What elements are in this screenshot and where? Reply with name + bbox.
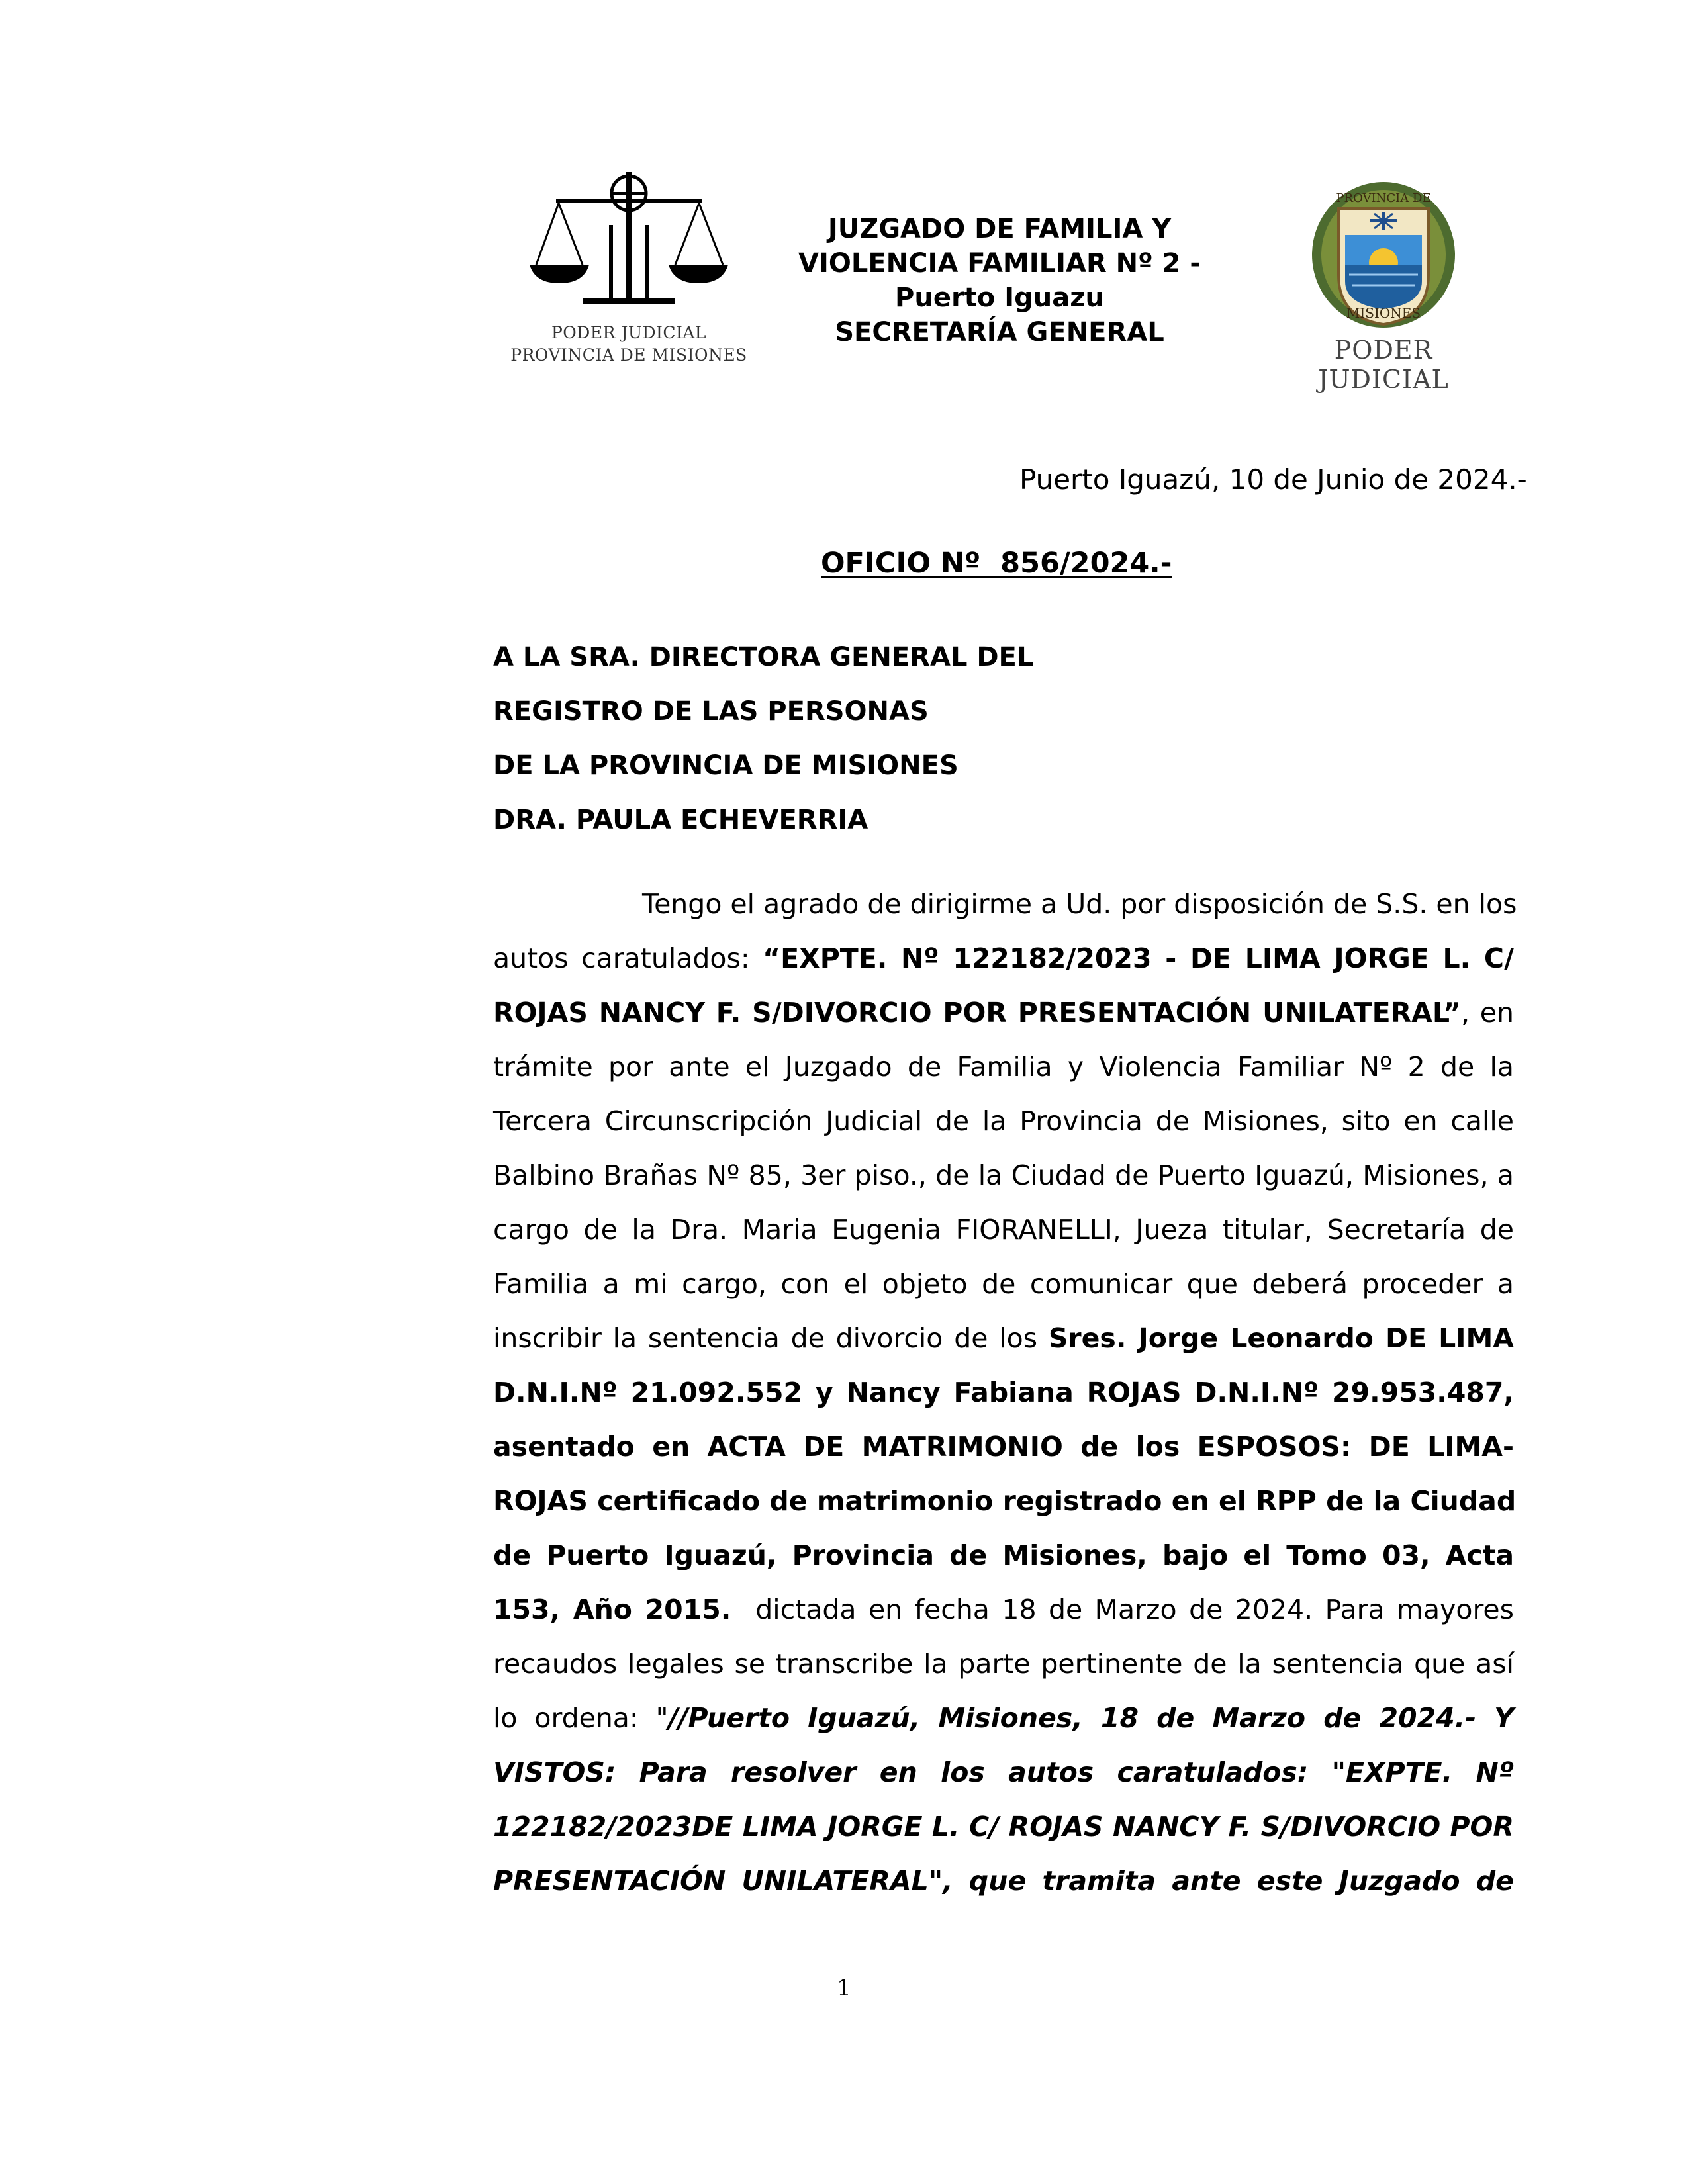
body-line-4: trámite por ante el Juzgado de Familia y Violencia Familiar Nº 2 de la <box>493 1051 1514 1083</box>
body-line-17: VISTOS: Para resolver en los autos caratulados: "EXPTE. Nº <box>493 1756 1514 1788</box>
body-line-6: Balbino Brañas Nº 85, 3er piso., de la Ciudad de Puerto Iguazú, Misiones, a <box>493 1160 1514 1191</box>
poder-judicial-logo <box>510 165 748 371</box>
body-line-19: PRESENTACIÓN UNILATERAL", que tramita ante este Juzgado de <box>493 1865 1514 1897</box>
case-title-part-2: ROJAS NANCY F. S/DIVORCIO POR PRESENTACIÓN UNILATERAL” <box>493 997 1462 1028</box>
body-line-14: 153, Año 2015. dictada en fecha 18 de Marzo de 2024. Para mayores <box>493 1594 1514 1625</box>
body-line-16: lo ordena: "//Puerto Iguazú, Misiones, 18 de Marzo de 2024.- Y <box>493 1702 1515 1734</box>
oficio-title: OFICIO Nº 856/2024.- <box>821 547 1172 580</box>
left-logo-caption-2: PROVINCIA DE MISIONES <box>510 345 747 365</box>
body-line-2: autos caratulados: “EXPTE. Nº 122182/2023 - DE LIMA JORGE L. C/ <box>493 942 1514 974</box>
body-line-5: Tercera Circunscripción Judicial de la Provincia de Misiones, sito en calle <box>493 1105 1514 1137</box>
left-logo-caption-1: PODER JUDICIAL <box>551 323 707 342</box>
body-line-11: asentado en ACTA DE MATRIMONIO de los ESPOSOS: DE LIMA- <box>493 1431 1514 1463</box>
provincia-misiones-logo <box>1271 182 1496 394</box>
body-line-9: inscribir la sentencia de divorcio de los Sres. Jorge Leonardo DE LIMA <box>493 1322 1514 1354</box>
body-line-10: D.N.I.Nº 21.092.552 y Nancy Fabiana ROJAS D.N.I.Nº 29.953.487, <box>493 1377 1514 1408</box>
court-heading-line-1: JUZGADO DE FAMILIA Y <box>827 214 1172 244</box>
provincia-de-misiones-seal-icon <box>1271 182 1496 334</box>
court-heading-line-2: VIOLENCIA FAMILIAR Nº 2 - <box>798 248 1201 279</box>
page-number: 1 <box>837 1975 851 2001</box>
addressee-line-2: REGISTRO DE LAS PERSONAS <box>493 696 929 727</box>
sentence-quote-start: //Puerto Iguazú, Misiones, 18 de Marzo de 2024.- Y <box>668 1702 1515 1734</box>
case-title-part-1: “EXPTE. Nº 122182/2023 - DE LIMA JORGE L. C/ <box>763 942 1514 974</box>
body-paragraph <box>493 877 1517 1908</box>
parties-names: Sres. Jorge Leonardo DE LIMA <box>1048 1322 1514 1354</box>
court-heading <box>768 212 1231 349</box>
seal-text-top: PROVINCIA DE <box>1336 191 1431 205</box>
addressee-line-3: DE LA PROVINCIA DE MISIONES <box>493 751 959 781</box>
addressee-line-1: A LA SRA. DIRECTORA GENERAL DEL <box>493 642 1034 672</box>
addressee-line-4: DRA. PAULA ECHEVERRIA <box>493 805 868 835</box>
seal-text-bottom: MISIONES <box>1346 305 1421 321</box>
right-logo-caption: PODER JUDICIAL <box>1318 336 1449 394</box>
date-line: Puerto Iguazú, 10 de Junio de 2024.- <box>1019 463 1527 496</box>
body-line-1: Tengo el agrado de dirigirme a Ud. por disposición de S.S. en los <box>642 888 1517 920</box>
body-line-15: recaudos legales se transcribe la parte pertinente de la sentencia que así <box>493 1648 1514 1680</box>
addressee-block <box>493 630 1033 847</box>
court-heading-line-4: SECRETARÍA GENERAL <box>835 317 1164 347</box>
court-heading-line-3: Puerto Iguazu <box>895 283 1104 313</box>
body-line-3: ROJAS NANCY F. S/DIVORCIO POR PRESENTACIÓN UNILATERAL”, en <box>493 997 1515 1028</box>
body-line-12: ROJAS certificado de matrimonio registrado en el RPP de la Ciudad <box>493 1485 1517 1517</box>
body-line-7: cargo de la Dra. Maria Eugenia FIORANELLI, Jueza titular, Secretaría de <box>493 1214 1514 1246</box>
body-line-8: Familia a mi cargo, con el objeto de comunicar que deberá proceder a <box>493 1268 1514 1300</box>
scales-of-justice-icon <box>510 165 748 318</box>
body-line-13: de Puerto Iguazú, Provincia de Misiones, bajo el Tomo 03, Acta <box>493 1539 1514 1571</box>
body-line-18: 122182/2023DE LIMA JORGE L. C/ ROJAS NANCY F. S/DIVORCIO POR <box>493 1811 1514 1843</box>
